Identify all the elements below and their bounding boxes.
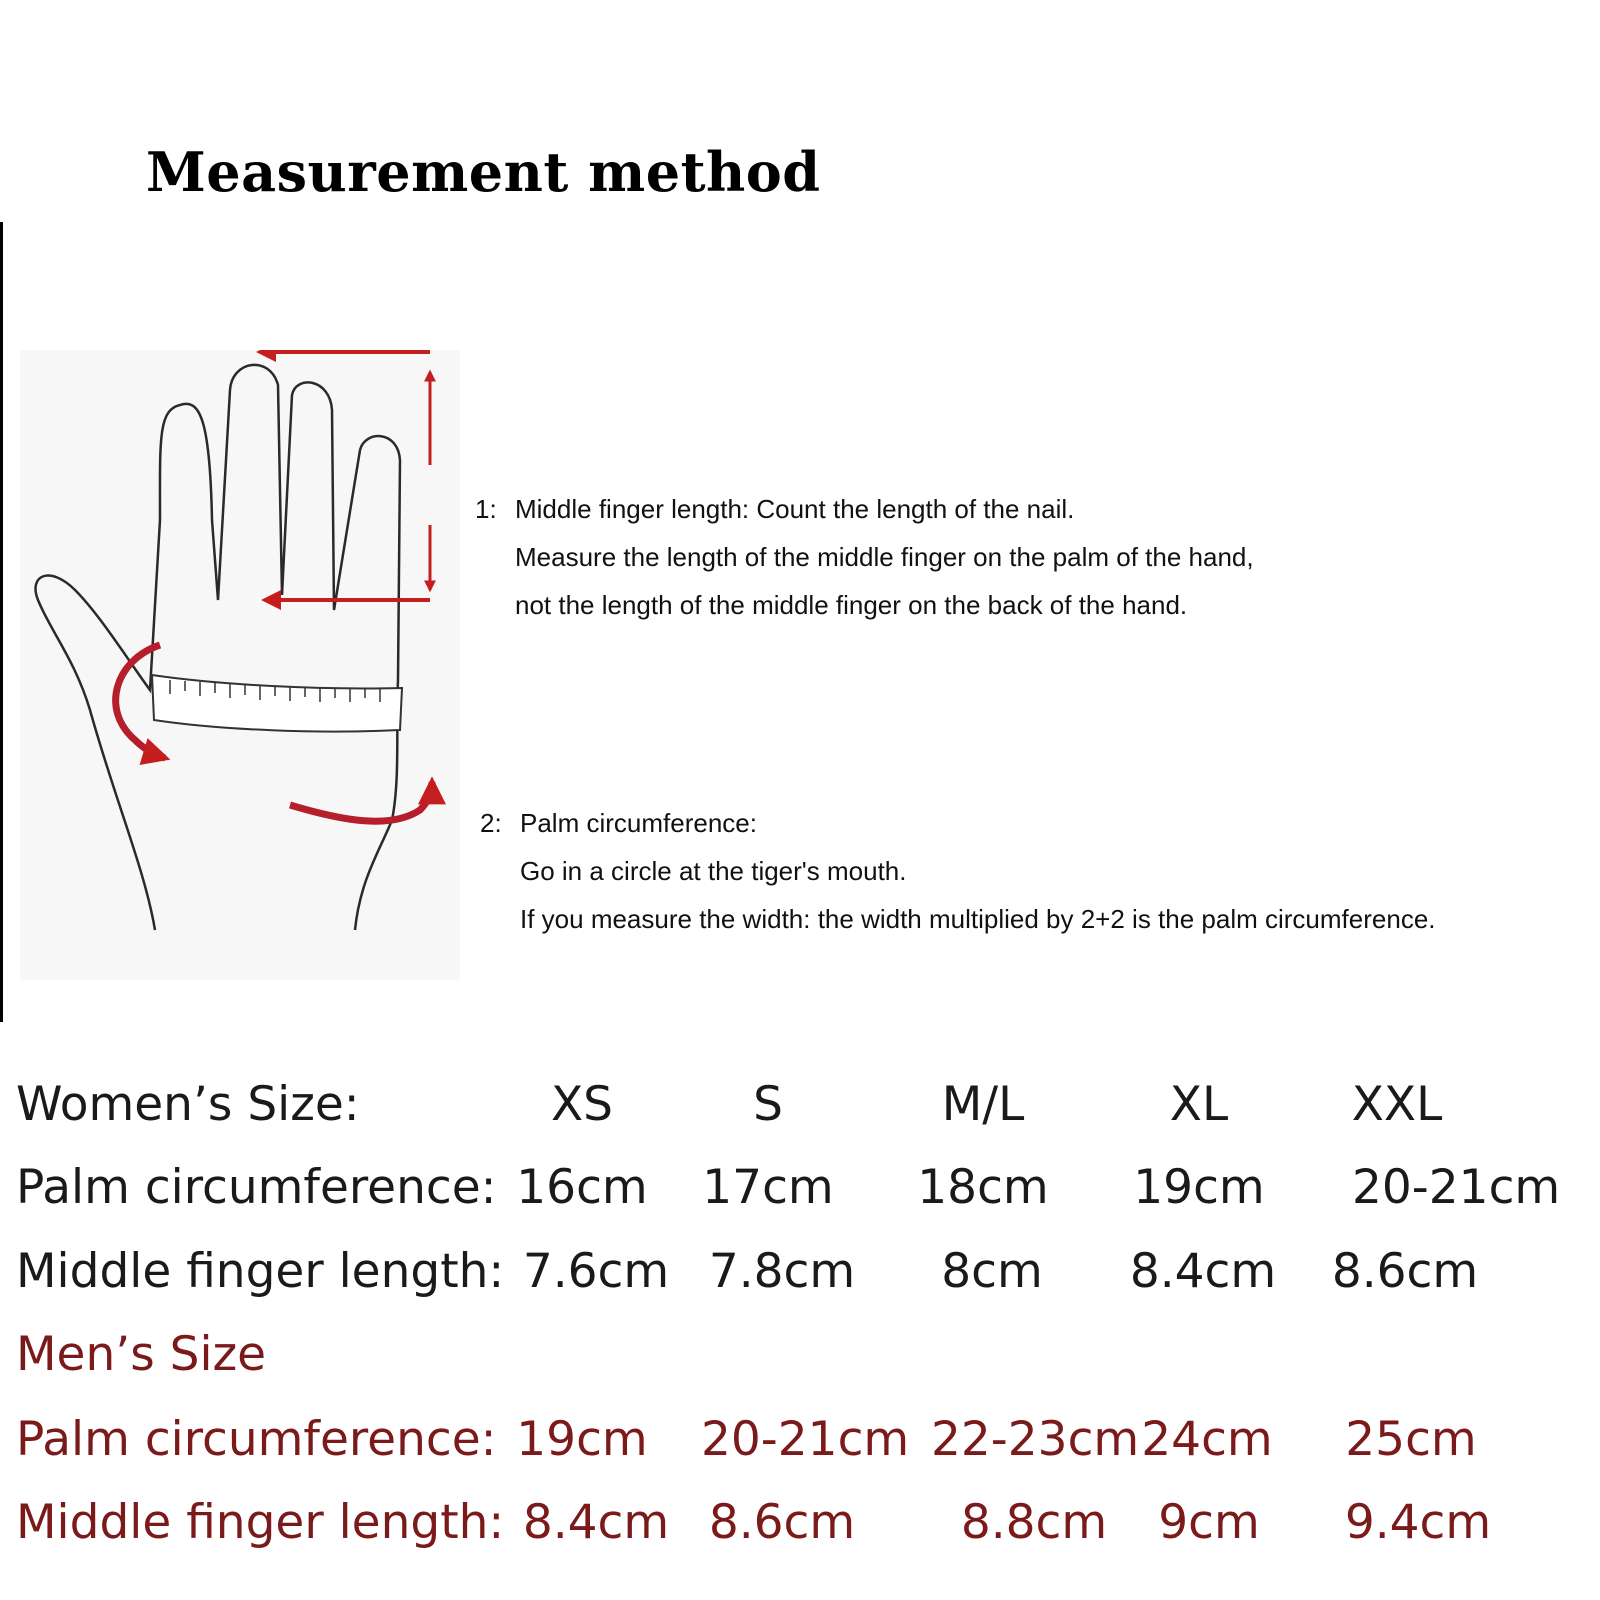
value-cell: 20-21cm	[1352, 1160, 1561, 1215]
row-label: Middle finger length:	[16, 1244, 505, 1299]
value-cell: 19cm	[516, 1412, 648, 1467]
value-cell: 8.6cm	[708, 1495, 856, 1550]
hand-diagram	[20, 350, 460, 980]
page-title: Measurement method	[146, 140, 821, 204]
value-cell: 18cm	[917, 1160, 1049, 1215]
step-text-line: If you measure the width: the width multiplied by 2+2 is the palm circumference.	[520, 904, 1436, 934]
value-cell: 8.6cm	[1331, 1244, 1479, 1299]
left-divider	[0, 222, 3, 1022]
size-cell: XS	[550, 1077, 614, 1132]
step-text-line: Go in a circle at the tiger's mouth.	[520, 856, 907, 886]
step-text-line: Palm circumference:	[520, 808, 757, 838]
size-cell: S	[753, 1077, 783, 1132]
value-cell: 9.4cm	[1344, 1495, 1492, 1550]
step-text-line: not the length of the middle finger on the back of the hand.	[515, 590, 1188, 620]
step-text-line: Measure the length of the middle finger on the palm of the hand,	[515, 542, 1254, 572]
value-cell: 7.6cm	[522, 1244, 670, 1299]
size-cell: XXL	[1351, 1077, 1443, 1132]
value-cell: 16cm	[516, 1160, 648, 1215]
value-cell: 8.4cm	[1129, 1244, 1277, 1299]
row-label: Palm circumference:	[16, 1160, 497, 1215]
value-cell: 9cm	[1158, 1495, 1260, 1550]
step-number: 1:	[475, 494, 497, 524]
value-cell: 22-23cm	[931, 1412, 1140, 1467]
size-cell: XL	[1169, 1077, 1229, 1132]
value-cell: 8.4cm	[522, 1495, 670, 1550]
value-cell: 8.8cm	[960, 1495, 1108, 1550]
value-cell: 7.8cm	[708, 1244, 856, 1299]
value-cell: 17cm	[702, 1160, 834, 1215]
row-label: Palm circumference:	[16, 1412, 497, 1467]
step-text-line: Middle finger length: Count the length of the nail.	[515, 494, 1075, 524]
row-label: Men’s Size	[16, 1327, 267, 1382]
row-label: Middle finger length:	[16, 1495, 505, 1550]
row-label: Women’s Size:	[16, 1077, 360, 1132]
value-cell: 20-21cm	[701, 1412, 910, 1467]
value-cell: 24cm	[1141, 1412, 1273, 1467]
value-cell: 25cm	[1345, 1412, 1477, 1467]
value-cell: 19cm	[1133, 1160, 1265, 1215]
step-number: 2:	[480, 808, 502, 838]
size-cell: M/L	[941, 1077, 1025, 1132]
value-cell: 8cm	[941, 1244, 1043, 1299]
